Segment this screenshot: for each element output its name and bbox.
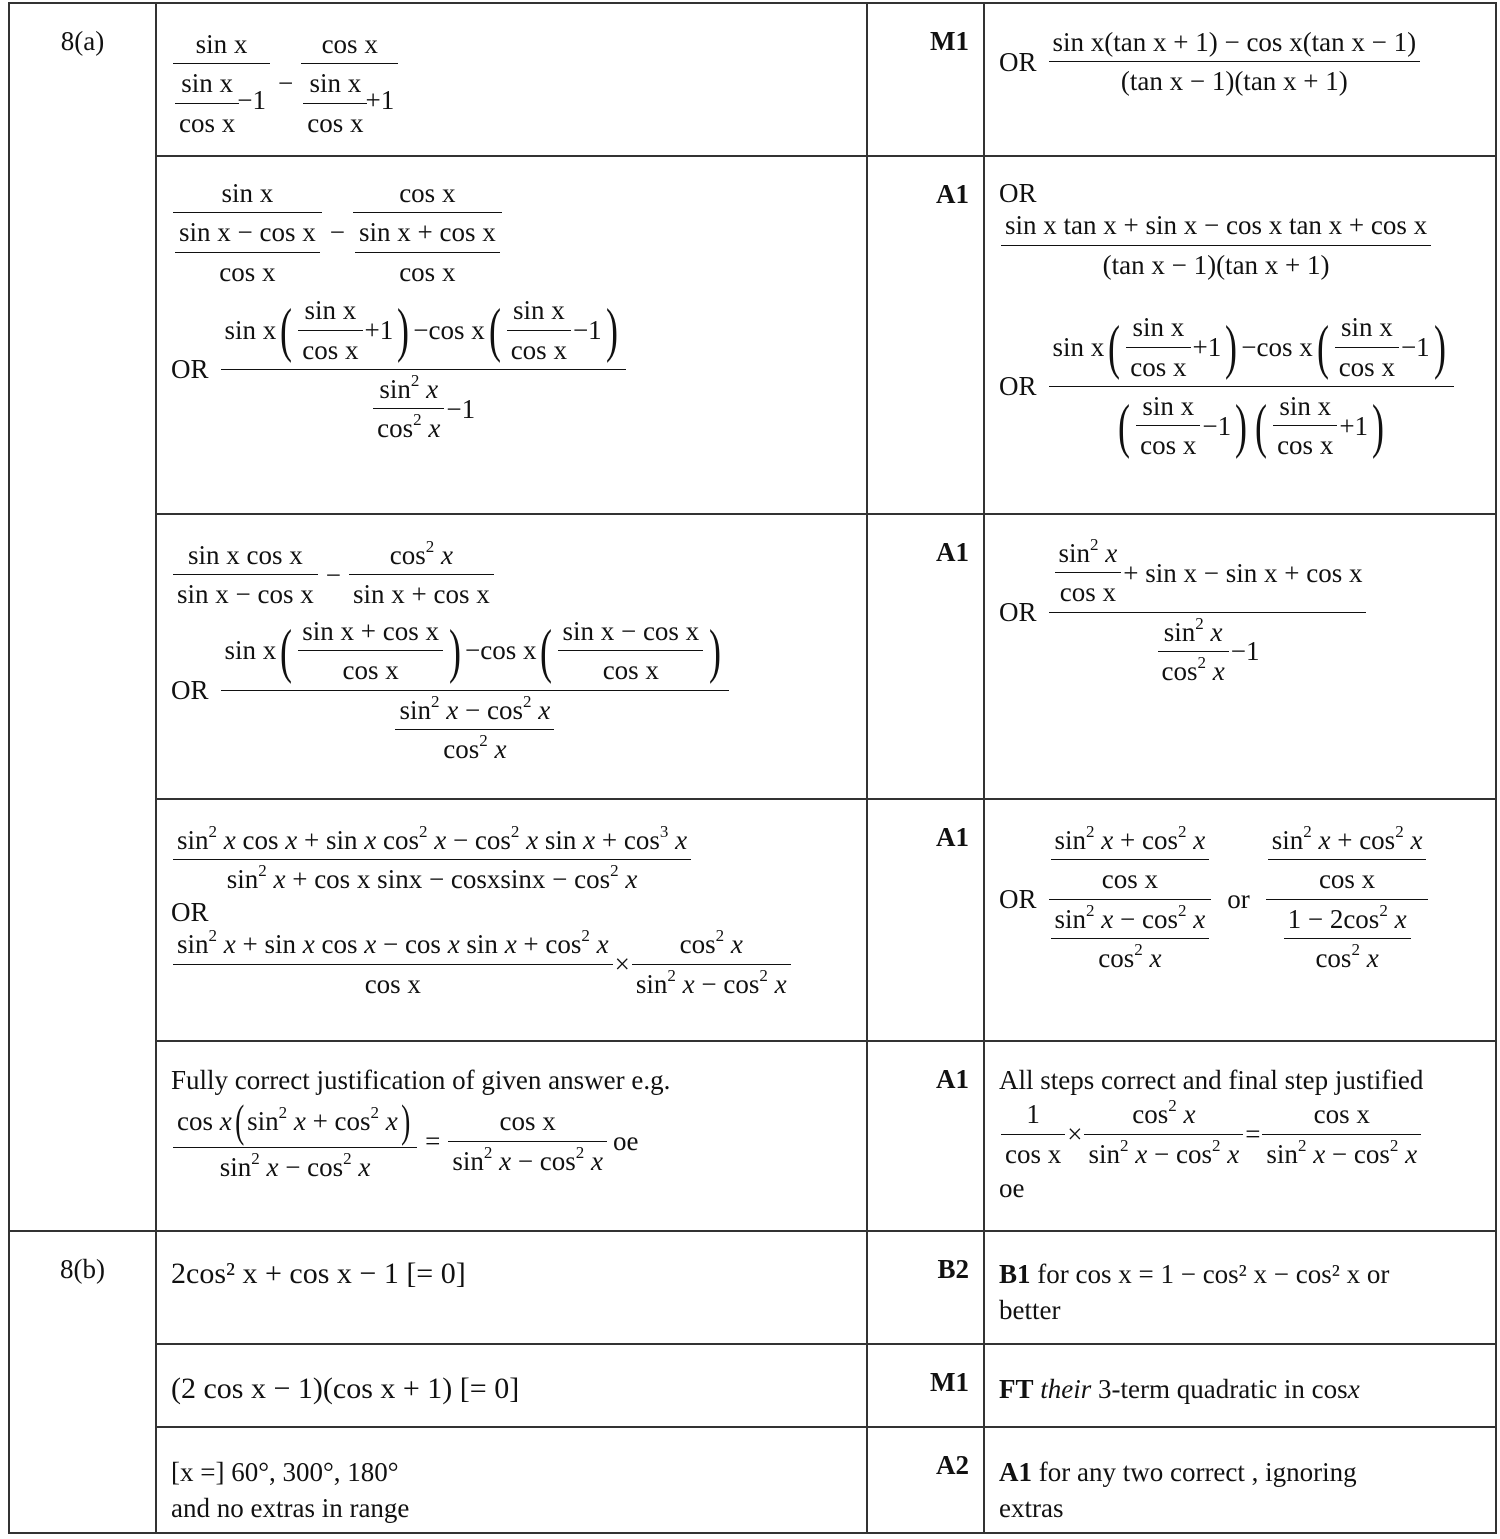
guidance-cell: OR $\frac{\text{sin x tan x + sin x − cos x tan x + cos x}}{\text{(tan x − 1)(tan x + 1)}}$ OR sin x ( sin x cos x +1 ) − cos x ( sin x cos x −1 ) ( sin x cos x −1 ) ( sin x cos x +1 ) [984, 156, 1496, 514]
answer-cell: (2 cos x − 1)(cos x + 1) [= 0] [156, 1344, 867, 1427]
answer-cell: $\frac{\sin^2 x \cos x + \sin x \cos^2 x - \cos^2 x \sin x + \cos^3 x}{\sin^2 x + \cos x \sin x - cosxsinx - \cos^2 x}$ OR $\frac{\sin^2 x + \sin x \cos x - \cos x \sin x + \cos^2 x}{\text{cos x}}$ × $\frac{\cos^2 x}{\sin^2 x - \cos^2 x}$ [156, 799, 867, 1041]
mark-code: A1 [867, 514, 984, 799]
mark-scheme-table [8, 2, 1497, 1534]
guidance-cell: OR $\sin^2 x$ cos x + sin x − sin x + cos x $\sin^2 x$ $\cos^2 x$ −1 [984, 514, 1496, 799]
guidance-cell: B1 for cos x = 1 − cos² x − cos² x or better [984, 1231, 1496, 1344]
mark-code: B2 [867, 1231, 984, 1344]
mark-code: A1 [867, 1041, 984, 1231]
guidance-cell: OR $\frac{\sin^2 x + \cos^2 x}{\text{cos x}}$ $\frac{\sin^2 x - \cos^2 x}{\cos^2 x}$ or $\frac{\sin^2 x + \cos^2 x}{\text{cos x}}$ $\frac{1 - 2\cos^2 x}{\cos^2 x}$ [984, 799, 1496, 1041]
mark-code: A1 [867, 156, 984, 514]
answer-cell: 2cos² x + cos x − 1 [= 0] [156, 1231, 867, 1344]
answer-cell: [x =] 60°, 300°, 180° and no extras in range [156, 1427, 867, 1533]
table-row [9, 3, 1496, 156]
mark-code: M1 [867, 1344, 984, 1427]
table-row [9, 156, 1496, 514]
table-row [9, 514, 1496, 799]
table-row [9, 799, 1496, 1041]
answer-cell: sin x $\frac{\text{sin x}}{\text{cos x}}$ −1 − cos x $\frac{\text{sin x}}{\text{cos x}}$ +1 [156, 3, 867, 156]
answer-cell: sin x $\frac{\text{sin x − cos x}}{\text{cos x}}$ − $\frac{\text{cos x}}{\frac{\text{sin x + cos x}}{\text{cos x}}}$ OR sin x ( sin x cos x +1 ) − cos x ( sin x cos x −1 ) $\sin^2 x$ $\cos^2 x$ −1 [156, 156, 867, 514]
question-number: 8(b) [9, 1231, 156, 1533]
question-number: 8(a) [9, 3, 156, 1231]
table-row [9, 1427, 1496, 1533]
mark-code: A2 [867, 1427, 984, 1533]
guidance-cell: A1 for any two correct , ignoring extras [984, 1427, 1496, 1533]
mark-code: M1 [867, 3, 984, 156]
answer-cell: sin x cos x sin x − cos x − $\frac{\cos^2 x}{\text{sin x + cos x}}$ OR sin x ( sin x + cos x cos x ) − cos x ( sin x − cos x cos x ) $\sin^2 x - \cos^2 x$ $\cos^2 x$ [156, 514, 867, 799]
guidance-cell: OR sin x(tan x + 1) − cos x(tan x − 1) (tan x − 1)(tan x + 1) [984, 3, 1496, 156]
answer-cell: Fully correct justification of given answer e.g. cos x ( $\sin^2 x + \cos^2 x$ ) $\sin^2 x - \cos^2 x$ = $\frac{\text{cos x}}{\sin^2 x - \cos^2 x}$ oe [156, 1041, 867, 1231]
guidance-cell: All steps correct and final step justified $\frac{1}{\text{cos x}}$ × $\frac{\cos^2 x}{\sin^2 x - \cos^2 x}$ = $\frac{\text{cos x}}{\sin^2 x - \cos^2 x}$ oe [984, 1041, 1496, 1231]
table-row [9, 1231, 1496, 1344]
mark-code: A1 [867, 799, 984, 1041]
table-row [9, 1041, 1496, 1231]
guidance-cell: FT their 3-term quadratic in cosx [984, 1344, 1496, 1427]
table-row [9, 1344, 1496, 1427]
